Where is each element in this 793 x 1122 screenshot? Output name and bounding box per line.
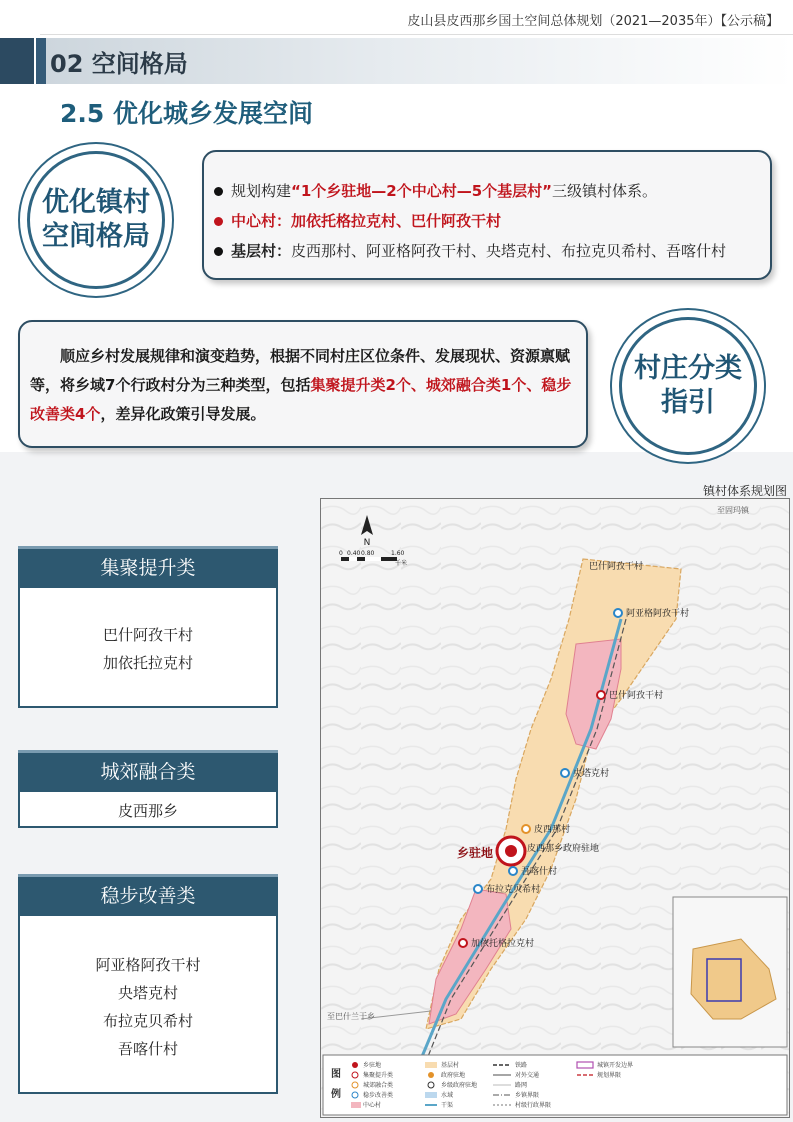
- village-label: 皮西那村: [534, 825, 571, 835]
- panel-agglomeration: [18, 588, 278, 708]
- township-seat-core-icon: [505, 845, 517, 857]
- legend-item: 乡级政府驻地: [441, 1082, 478, 1089]
- scale-label: 千米: [395, 560, 408, 567]
- bullet-list: [214, 176, 726, 266]
- village-marker-icon: [509, 867, 517, 875]
- bullet-text: 加依托格拉克村、巴什阿孜干村: [291, 212, 502, 230]
- road-label: 至巴什兰干乡: [327, 1012, 375, 1021]
- inset-locator-map: [673, 897, 787, 1047]
- map-legend: [323, 1055, 787, 1115]
- village-marker-icon: [561, 769, 569, 777]
- bullet-dot-icon: [214, 247, 223, 256]
- legend-swatch-icon: [425, 1092, 437, 1098]
- circle-right-line2: 指引: [661, 387, 715, 418]
- legend-swatch-icon: [428, 1072, 434, 1078]
- scale-label: 1.60: [391, 550, 405, 557]
- panel-item: 阿亚格阿孜干村: [95, 956, 201, 974]
- circle-badge-left-inner: [27, 151, 165, 289]
- legend-item: 城郊融合类: [363, 1082, 394, 1089]
- subsection-title: 2.5 优化城乡发展空间: [60, 99, 313, 128]
- panel-item: 巴什阿孜干村: [102, 626, 193, 644]
- panel-suburban: [18, 792, 278, 828]
- legend-item: 干渠: [441, 1102, 454, 1109]
- circle-left-line1: 优化镇村: [42, 187, 150, 218]
- legend-swatch-icon: [352, 1092, 358, 1098]
- bullet-item: [214, 176, 726, 206]
- village-label: 皮西那乡政府驻地: [527, 844, 600, 854]
- legend-swatch-icon: [428, 1082, 434, 1088]
- legend-swatch-icon: [425, 1062, 437, 1068]
- scale-label: 0.80: [361, 550, 375, 557]
- legend-item: 规划界限: [597, 1072, 622, 1079]
- bullet-suffix: 三级镇村体系。: [552, 182, 658, 200]
- village-label: 巴什阿孜干村: [589, 562, 644, 572]
- legend-item: 稳步改善类: [363, 1092, 394, 1099]
- circle-left-line2: 空间格局: [42, 221, 150, 252]
- paragraph-part3: ，差异化政策引导发展。: [100, 405, 266, 423]
- map-title: 镇村体系规划图: [702, 484, 787, 498]
- paragraph-highlight: 集聚提升类2个、城郊融合类1个、稳步改善类4个: [30, 376, 572, 423]
- legend-item: 城镇开发边界: [597, 1062, 634, 1069]
- village-marker-icon: [614, 609, 622, 617]
- paragraph-part1: 顺应乡村发展规律和演变趋势，根据不同村庄区位条件、发展现状、资源禀赋等，将乡域7个行政村分为三种类型，包括: [30, 347, 571, 394]
- scale-label: 0.40: [347, 550, 361, 557]
- panel-title-suburban: 城郊融合类: [18, 750, 278, 792]
- legend-swatch-icon: [352, 1082, 358, 1088]
- section-bar-accent: [0, 38, 34, 84]
- legend-item: 村级行政界限: [515, 1102, 552, 1109]
- village-marker-icon: [522, 825, 530, 833]
- bullet-label: 中心村：: [231, 212, 292, 230]
- section-bar-stripe: [36, 38, 46, 84]
- village-system-map: [320, 498, 790, 1118]
- village-marker-icon: [474, 885, 482, 893]
- document-header: 皮山县皮西那乡国土空间总体规划（2021—2035年）【公示稿】: [407, 14, 779, 29]
- legend-swatch-icon: [352, 1072, 358, 1078]
- legend-item: 中心村: [363, 1102, 382, 1109]
- legend-item: 铁路: [515, 1062, 528, 1069]
- circle-right-line1: 村庄分类: [634, 353, 742, 384]
- seat-label: 乡驻地: [457, 846, 494, 860]
- village-marker-icon: [459, 939, 467, 947]
- village-label: 加依托格拉克村: [471, 939, 535, 949]
- bullet-item: [214, 206, 726, 236]
- bullet-highlight: “1个乡驻地—2个中心村—5个基层村”: [291, 182, 553, 200]
- north-label: N: [363, 538, 371, 548]
- legend-item: 水域: [441, 1092, 454, 1099]
- village-label: 巴什阿孜干村: [609, 691, 664, 701]
- legend-item: 基层村: [441, 1062, 460, 1069]
- road-label: 至固玛镇: [717, 506, 749, 515]
- legend-item: 乡镇界限: [515, 1092, 540, 1099]
- panel-item: 吾喀什村: [117, 1040, 178, 1058]
- legend-swatch-icon: [351, 1102, 361, 1108]
- village-marker-icon: [597, 691, 605, 699]
- legend-item: 对外交通: [515, 1072, 540, 1079]
- legend-item: 集聚提升类: [363, 1072, 394, 1079]
- bullet-dot-icon: [214, 187, 223, 196]
- bullet-text: 皮西那村、阿亚格阿孜干村、央塔克村、布拉克贝希村、吾喀什村: [291, 242, 727, 260]
- legend-title: 图: [331, 1069, 341, 1080]
- panel-item: 布拉克贝希村: [102, 1012, 193, 1030]
- legend-item: 乡驻地: [363, 1062, 382, 1069]
- legend-swatch-icon: [352, 1062, 358, 1068]
- panel-item: 央塔克村: [117, 984, 178, 1002]
- panel-item: 皮西那乡: [117, 802, 178, 820]
- village-label: 阿亚格阿孜干村: [626, 609, 690, 619]
- circle-badge-right-inner: [619, 317, 757, 455]
- bullet-label: 基层村：: [231, 242, 292, 260]
- panel-improvement: [18, 916, 278, 1094]
- section-title: 02 空间格局: [50, 50, 188, 78]
- legend-title: 例: [331, 1089, 341, 1100]
- scale-label: 0: [339, 550, 343, 557]
- bullet-dot-icon: [214, 217, 223, 226]
- bullet-item: [214, 236, 726, 266]
- panel-title-improvement: 稳步改善类: [18, 874, 278, 916]
- village-label: 布拉克贝希村: [486, 885, 541, 895]
- map-canvas: [321, 499, 789, 1117]
- legend-item: 政府驻地: [441, 1072, 466, 1079]
- classification-paragraph: [30, 342, 580, 429]
- header-rule: [40, 34, 793, 35]
- legend-item: 路网: [515, 1082, 528, 1089]
- panel-item: 加依托拉克村: [102, 654, 193, 672]
- village-label: 吾喀什村: [521, 867, 558, 877]
- circle-badge-left: [18, 142, 174, 298]
- village-label: 央塔克村: [573, 769, 610, 779]
- bullet-prefix: 规划构建: [231, 182, 292, 200]
- circle-badge-right: [610, 308, 766, 464]
- panel-title-agglomeration: 集聚提升类: [18, 546, 278, 588]
